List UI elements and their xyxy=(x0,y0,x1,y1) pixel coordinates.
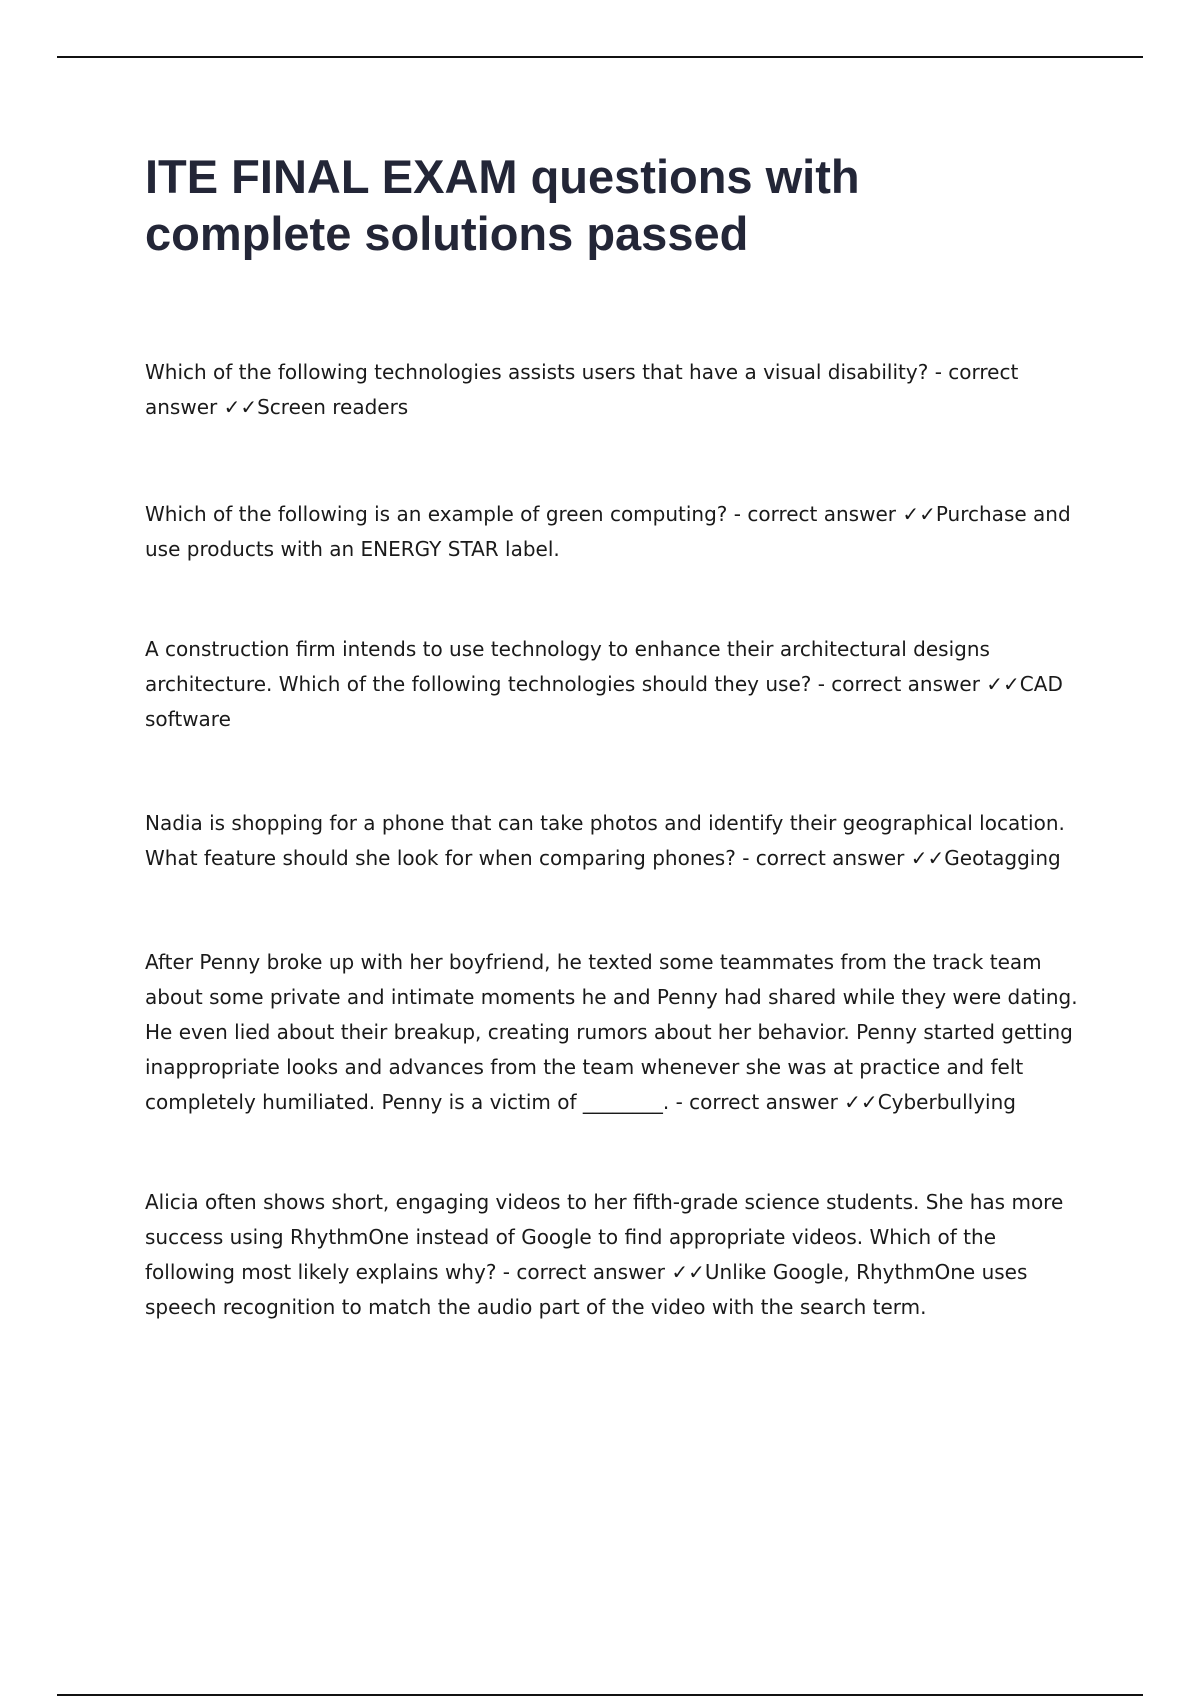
qa-item xyxy=(145,806,1090,876)
qa-item xyxy=(145,355,1090,425)
bottom-rule xyxy=(57,1694,1143,1696)
qa-item xyxy=(145,945,1090,1120)
question-text: A construction firm intends to use technology to enhance their architectural designs architecture. Which of the following technologies should they use? - correct answer xyxy=(145,637,990,696)
answer-text: Unlike Google, RhythmOne uses speech recognition to match the audio part of the video with the search term. xyxy=(145,1260,1028,1319)
question-text: After Penny broke up with her boyfriend, he texted some teammates from the track team about some private and intimate moments he and Penny had shared while they were dating. He even lied about their breakup, creating rumors about her behavior. Penny started getting inappropriate looks and advances from the team whenever she was at practice and felt completely humiliated. Penny is a victim of ________. - correct answer xyxy=(145,950,1078,1114)
question-text: Alicia often shows short, engaging videos to her fifth-grade science students. She has more success using RhythmOne instead of Google to find appropriate videos. Which of the following most likely explains why? - correct answer xyxy=(145,1190,1064,1284)
top-rule xyxy=(57,56,1143,58)
answer-text: Screen readers xyxy=(257,395,409,419)
checkmark-icon: ✓✓ xyxy=(910,846,945,870)
checkmark-icon: ✓✓ xyxy=(902,502,936,526)
qa-item xyxy=(145,1185,1090,1325)
page-title: ITE FINAL EXAM questions with complete solutions passed xyxy=(145,150,860,260)
question-text: Which of the following is an example of green computing? - correct answer xyxy=(145,502,903,526)
qa-item xyxy=(145,497,1090,567)
answer-text: CAD software xyxy=(145,672,1063,731)
checkmark-icon: ✓✓ xyxy=(844,1090,878,1114)
question-text: Nadia is shopping for a phone that can take photos and identify their geographical location. What feature should she look for when comparing phones? - correct answer xyxy=(145,811,1065,870)
answer-text: Cyberbullying xyxy=(877,1090,1016,1114)
checkmark-icon: ✓✓ xyxy=(223,395,258,419)
answer-text: Geotagging xyxy=(944,846,1061,870)
question-text: Which of the following technologies assists users that have a visual disability? - correct answer xyxy=(145,360,1019,419)
checkmark-icon: ✓✓ xyxy=(986,672,1020,696)
checkmark-icon: ✓✓ xyxy=(671,1260,705,1284)
answer-text: Purchase and use products with an ENERGY STAR label. xyxy=(145,502,1071,561)
qa-item xyxy=(145,632,1090,737)
